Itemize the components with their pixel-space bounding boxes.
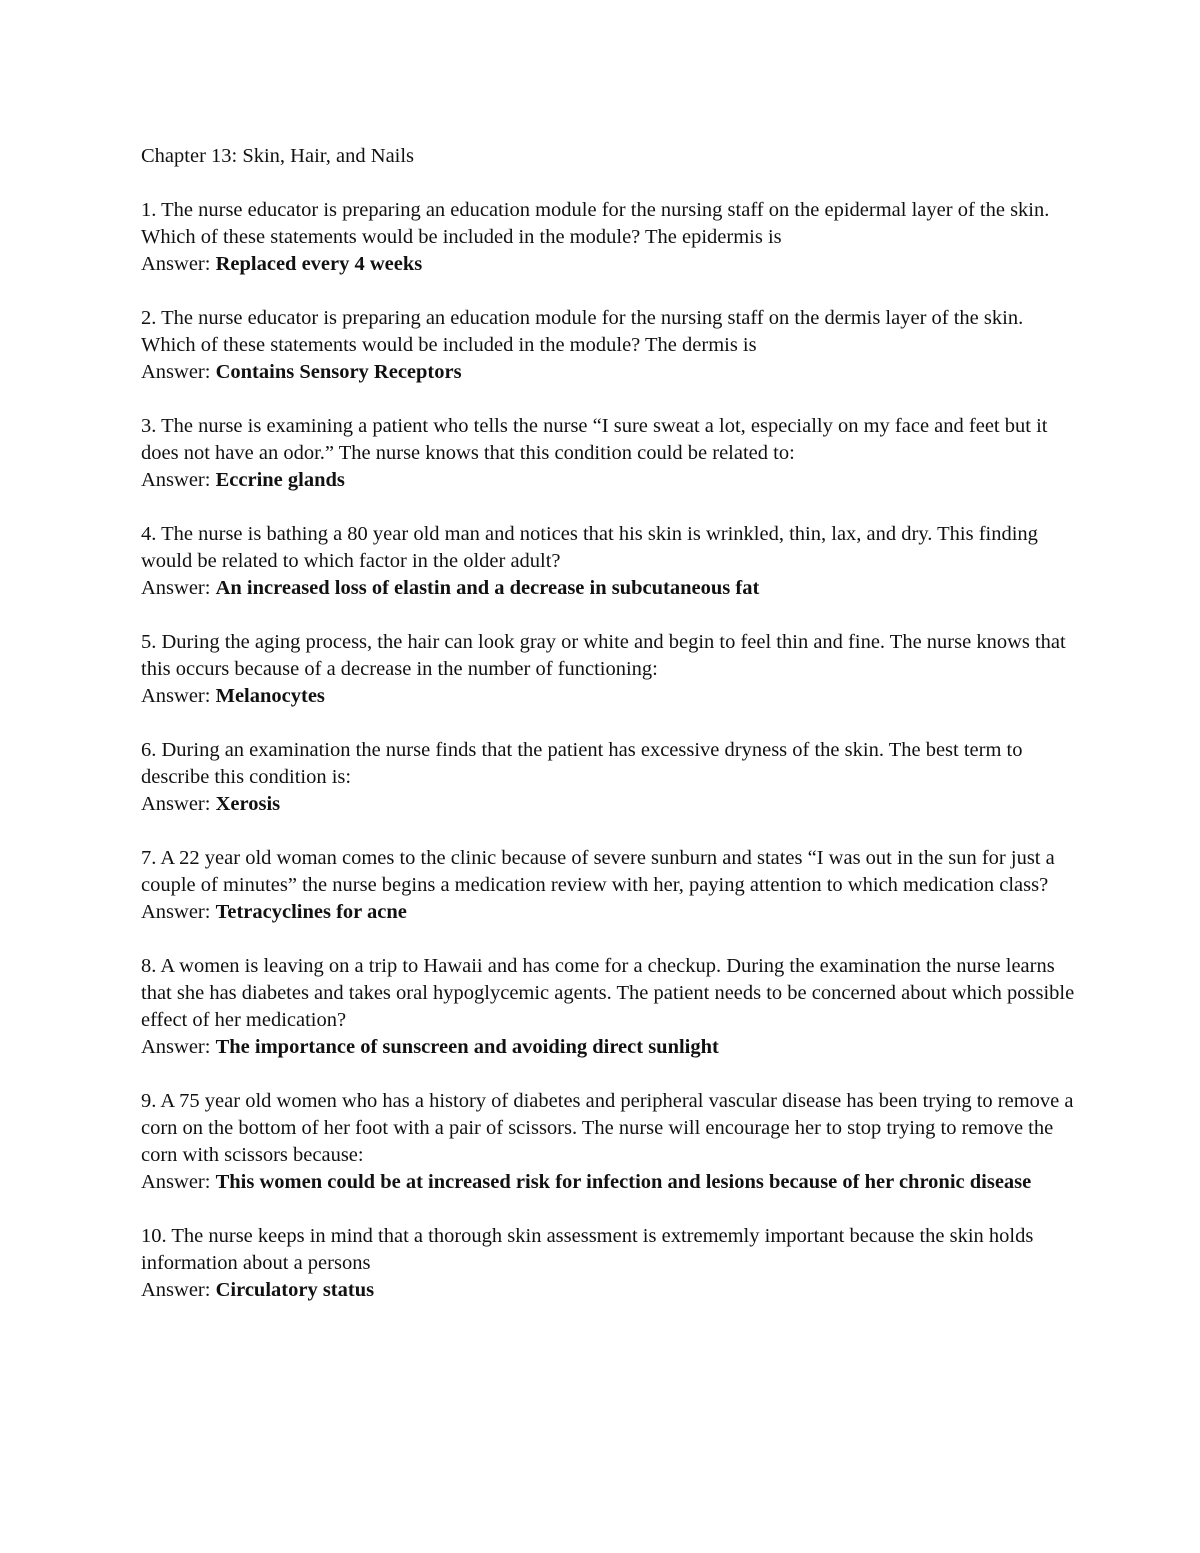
answer-label: Answer: bbox=[141, 793, 211, 815]
answer-label: Answer: bbox=[141, 469, 211, 491]
question-block bbox=[141, 305, 1081, 386]
answer-label: Answer: bbox=[141, 253, 211, 275]
question-block bbox=[141, 413, 1081, 494]
question-block bbox=[141, 845, 1081, 926]
question-text: 2. The nurse educator is preparing an education module for the nursing staff on the dermis layer of the skin. Which of these statements would be included in the module? The dermis is bbox=[141, 307, 1024, 356]
question-block bbox=[141, 197, 1081, 278]
answer-text: The importance of sunscreen and avoiding direct sunlight bbox=[215, 1036, 719, 1058]
answer-label: Answer: bbox=[141, 1279, 211, 1301]
question-block bbox=[141, 1223, 1081, 1304]
answer-line bbox=[141, 899, 1081, 926]
answer-text: Replaced every 4 weeks bbox=[215, 253, 423, 275]
answer-line bbox=[141, 575, 1081, 602]
question-text: 9. A 75 year old women who has a history of diabetes and peripheral vascular disease has been trying to remove a corn on the bottom of her foot with a pair of scissors. The nurse will encourage her to stop trying to remove the corn with scissors because: bbox=[141, 1090, 1074, 1166]
question-text: 3. The nurse is examining a patient who tells the nurse “I sure sweat a lot, especially on my face and feet but it does not have an odor.” The nurse knows that this condition could be related to: bbox=[141, 415, 1048, 464]
question-text: 8. A women is leaving on a trip to Hawaii and has come for a checkup. During the examination the nurse learns that she has diabetes and takes oral hypoglycemic agents. The patient needs to be concerned about which possible effect of her medication? bbox=[141, 955, 1075, 1031]
answer-line bbox=[141, 467, 1081, 494]
question-block bbox=[141, 737, 1081, 818]
question-block bbox=[141, 1088, 1081, 1196]
question-text: 10. The nurse keeps in mind that a thorough skin assessment is extrememly important because the skin holds information about a persons bbox=[141, 1225, 1034, 1274]
answer-label: Answer: bbox=[141, 361, 211, 383]
answer-label: Answer: bbox=[141, 1171, 211, 1193]
answer-line bbox=[141, 1169, 1081, 1196]
answer-label: Answer: bbox=[141, 901, 211, 923]
question-block bbox=[141, 521, 1081, 602]
document-content bbox=[141, 143, 1081, 1331]
answer-text: Circulatory status bbox=[215, 1279, 375, 1301]
question-block bbox=[141, 629, 1081, 710]
answer-line bbox=[141, 791, 1081, 818]
answer-line bbox=[141, 1034, 1081, 1061]
answer-text: Xerosis bbox=[215, 793, 281, 815]
question-text: 4. The nurse is bathing a 80 year old man and notices that his skin is wrinkled, thin, lax, and dry. This finding would be related to which factor in the older adult? bbox=[141, 523, 1038, 572]
question-text: 7. A 22 year old woman comes to the clinic because of severe sunburn and states “I was out in the sun for just a couple of minutes” the nurse begins a medication review with her, paying attention to which medication class? bbox=[141, 847, 1055, 896]
answer-text: Tetracyclines for acne bbox=[215, 901, 407, 923]
answer-line bbox=[141, 683, 1081, 710]
answer-line bbox=[141, 359, 1081, 386]
answer-label: Answer: bbox=[141, 685, 211, 707]
question-text: 5. During the aging process, the hair can look gray or white and begin to feel thin and fine. The nurse knows that this occurs because of a decrease in the number of functioning: bbox=[141, 631, 1066, 680]
question-text: 6. During an examination the nurse finds that the patient has excessive dryness of the skin. The best term to describe this condition is: bbox=[141, 739, 1023, 788]
answer-text: Eccrine glands bbox=[215, 469, 345, 491]
answer-line bbox=[141, 1277, 1081, 1304]
answer-line bbox=[141, 251, 1081, 278]
chapter-title: Chapter 13: Skin, Hair, and Nails bbox=[141, 145, 415, 167]
question-block bbox=[141, 953, 1081, 1061]
question-list bbox=[141, 197, 1081, 1304]
answer-text: An increased loss of elastin and a decrease in subcutaneous fat bbox=[215, 577, 760, 599]
answer-label: Answer: bbox=[141, 1036, 211, 1058]
answer-label: Answer: bbox=[141, 577, 211, 599]
answer-text: This women could be at increased risk for infection and lesions because of her chronic disease bbox=[215, 1171, 1032, 1193]
answer-text: Melanocytes bbox=[215, 685, 325, 707]
answer-text: Contains Sensory Receptors bbox=[215, 361, 462, 383]
question-text: 1. The nurse educator is preparing an education module for the nursing staff on the epidermal layer of the skin. Which of these statements would be included in the module? The epidermis is bbox=[141, 199, 1050, 248]
